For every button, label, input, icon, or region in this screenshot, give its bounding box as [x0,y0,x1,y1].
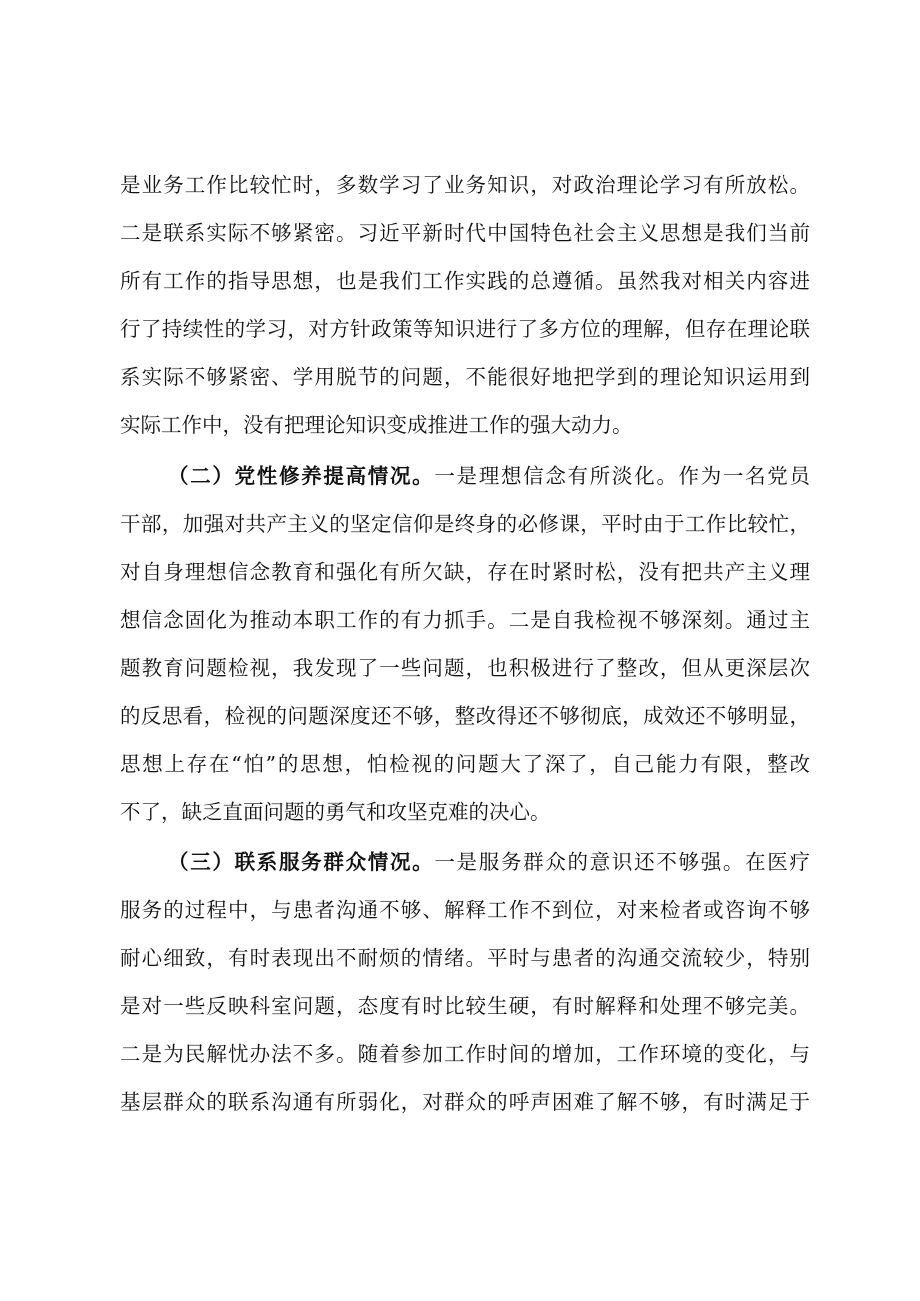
text-line: 基层群众的联系沟通有所弱化，对群众的呼声困难了解不够，有时满足于 [120,1090,810,1114]
text-run: 一是服务群众的意识还不够强。在医疗 [434,850,810,874]
section-heading: （二）党性修养提高情况。 [168,464,435,488]
text-line: 实际工作中，没有把理论知识变成推进工作的强大动力。 [120,413,633,437]
text-run: 一是理想信念有所淡化。作为一名党员 [434,464,810,488]
paragraph-first-line [168,456,810,496]
text-line: 行了持续性的学习，对方针政策等知识进行了多方位的理解，但存在理论联 [120,317,810,341]
section-heading: （三）联系服务群众情况。 [168,850,435,874]
text-line: 题教育问题检视，我发现了一些问题，也积极进行了整改，但从更深层次 [120,656,810,680]
text-line: 思想上存在“怕”的思想，怕检视的问题大了深了，自己能力有限，整改 [120,752,810,776]
text-line: 不了，缺乏直面问题的勇气和攻坚克难的决心。 [120,800,551,824]
text-line: 服务的过程中，与患者沟通不够、解释工作不到位，对来检者或咨询不够 [120,898,810,922]
text-line: 干部，加强对共产主义的坚定信仰是终身的必修课，平时由于工作比较忙， [120,512,810,536]
text-line: 对自身理想信念教育和强化有所欠缺，存在时紧时松，没有把共产主义理 [120,560,810,584]
text-line: 二是联系实际不够紧密。习近平新时代中国特色社会主义思想是我们当前 [120,221,810,245]
text-line: 是业务工作比较忙时，多数学习了业务知识，对政治理论学习有所放松。 [120,173,810,197]
text-line: 耐心细致，有时表现出不耐烦的情绪。平时与患者的沟通交流较少，特别 [120,946,810,970]
text-line: 想信念固化为推动本职工作的有力抓手。二是自我检视不够深刻。通过主 [120,608,810,632]
text-line: 是对一些反映科室问题，态度有时比较生硬，有时解释和处理不够完美。 [120,994,810,1018]
text-line: 二是为民解忧办法不多。随着参加工作时间的增加，工作环境的变化，与 [120,1042,810,1066]
paragraph-first-line [168,842,810,882]
text-line: 系实际不够紧密、学用脱节的问题，不能很好地把学到的理论知识运用到 [120,365,810,389]
text-line: 的反思看，检视的问题深度还不够，整改得还不够彻底，成效还不够明显， [120,704,810,728]
text-line: 所有工作的指导思想，也是我们工作实践的总遵循。虽然我对相关内容进 [120,269,810,293]
